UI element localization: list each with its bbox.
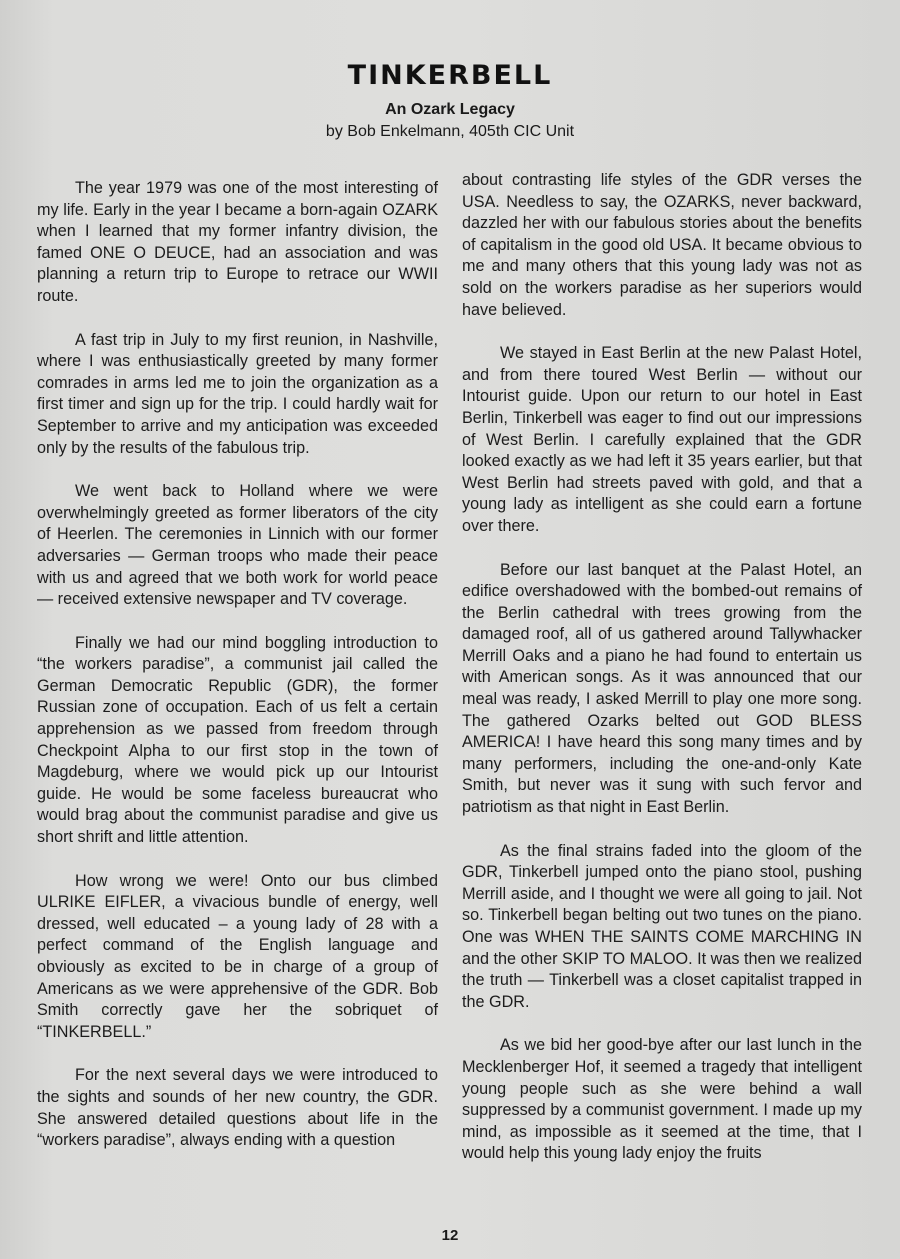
left-column [37,178,438,1174]
right-column [462,170,862,1187]
paragraph: We stayed in East Berlin at the new Palast Hotel, and from there toured West Berlin — without our Intourist guide. Upon our return to our hotel in East Berlin, Tinkerbell was eager to find out our impressions of West Berlin. I carefully explained that the GDR looked exactly as we had left it 35 years earlier, but that West Berlin had streets paved with gold, and that a young lady as intelligent as she could earn a fortune over there. [462,344,862,535]
article-title: TINKERBELL [347,60,553,91]
article-byline: by Bob Enkelmann, 405th CIC Unit [325,123,575,140]
page-number: 12 [441,1227,459,1244]
paragraph: As we bid her good-bye after our last lunch in the Mecklenberger Hof, it seemed a tragedy that intelligent young people such as she were behind a wall suppressed by a communist government. I made up my mind, as impossible as it seemed at the time, that I would help this young lady enjoy the fruits [462,1036,862,1163]
paragraph: For the next several days we were introduced to the sights and sounds of her new country, the GDR. She answered detailed questions about life in the “workers paradise”, always ending with a question [37,1066,438,1150]
paragraph: A fast trip in July to my first reunion, in Nashville, where I was enthusiastically greeted by many former comrades in arms led me to join the organization as a first timer and sign up for the trip. I could hardly wait for September to arrive and my anticipation was exceeded only by the results of the fabulous trip. [37,330,438,457]
paragraph: Finally we had our mind boggling introduction to “the workers paradise”, a communist jail called the German Democratic Republic (GDR), the former Russian zone of occupation. Each of us felt a certain apprehension as we passed from freedom through Checkpoint Alpha to our first stop in the town of Magdeburg, where we would pick up our Intourist guide. He would be some faceless bureaucrat who would brag about the communist paradise and give us short shrift and little attention. [37,633,438,847]
paragraph: The year 1979 was one of the most interesting of my life. Early in the year I became a born-again OZARK when I learned that my former infantry division, the famed ONE O DEUCE, had an association and was planning a return trip to Europe to retrace our WWII route. [37,179,438,305]
paragraph: How wrong we were! Onto our bus climbed ULRIKE EIFLER, a vivacious bundle of energy, well dressed, well educated – a young lady of 28 with a perfect command of the English language and obviously as excited to be in charge of a group of Americans as we were apprehensive of the GDR. Bob Smith correctly gave her the sobriquet of “TINKERBELL.” [37,871,438,1041]
paragraph: As the final strains faded into the gloom of the GDR, Tinkerbell jumped onto the piano stool, pushing Merrill aside, and I thought we were all going to jail. Not so. Tinkerbell began belting out two tunes on the piano. One was WHEN THE SAINTS COME MARCHING IN and the other SKIP TO MALOO. It was then we realized the truth — Tinkerbell was a closet capitalist trapped in the GDR. [462,841,862,1011]
paragraph: Before our last banquet at the Palast Hotel, an edifice overshadowed with the bombed-out remains of the Berlin cathedral with trees growing from the damaged roof, all of us gathered around Tallywhacker Merrill Oaks and a piano he had found to entertain us with American songs. As it was announced that our meal was ready, I asked Merrill to play one more song. The gathered Ozarks belted out GOD BLESS AMERICA! I have heard this song many times and by many performers, including the one-and-only Kate Smith, but never was it sung with such fervor and patriotism as that night in East Berlin. [462,560,862,817]
article-subtitle: An Ozark Legacy [385,101,515,118]
paragraph: We went back to Holland where we were overwhelmingly greeted as former liberators of the city of Heerlen. The ceremonies in Linnich with our former adversaries — German troops who made their peace with us and agreed that we both work for world peace — received extensive newspaper and TV coverage. [37,482,438,609]
paragraph: about contrasting life styles of the GDR verses the USA. Needless to say, the OZARKS, never backward, dazzled her with our fabulous stories about the benefits of capitalism in the good old USA. It became obvious to me and many others that this young lady was not as sold on the workers paradise as her superiors would have believed. [462,171,862,319]
